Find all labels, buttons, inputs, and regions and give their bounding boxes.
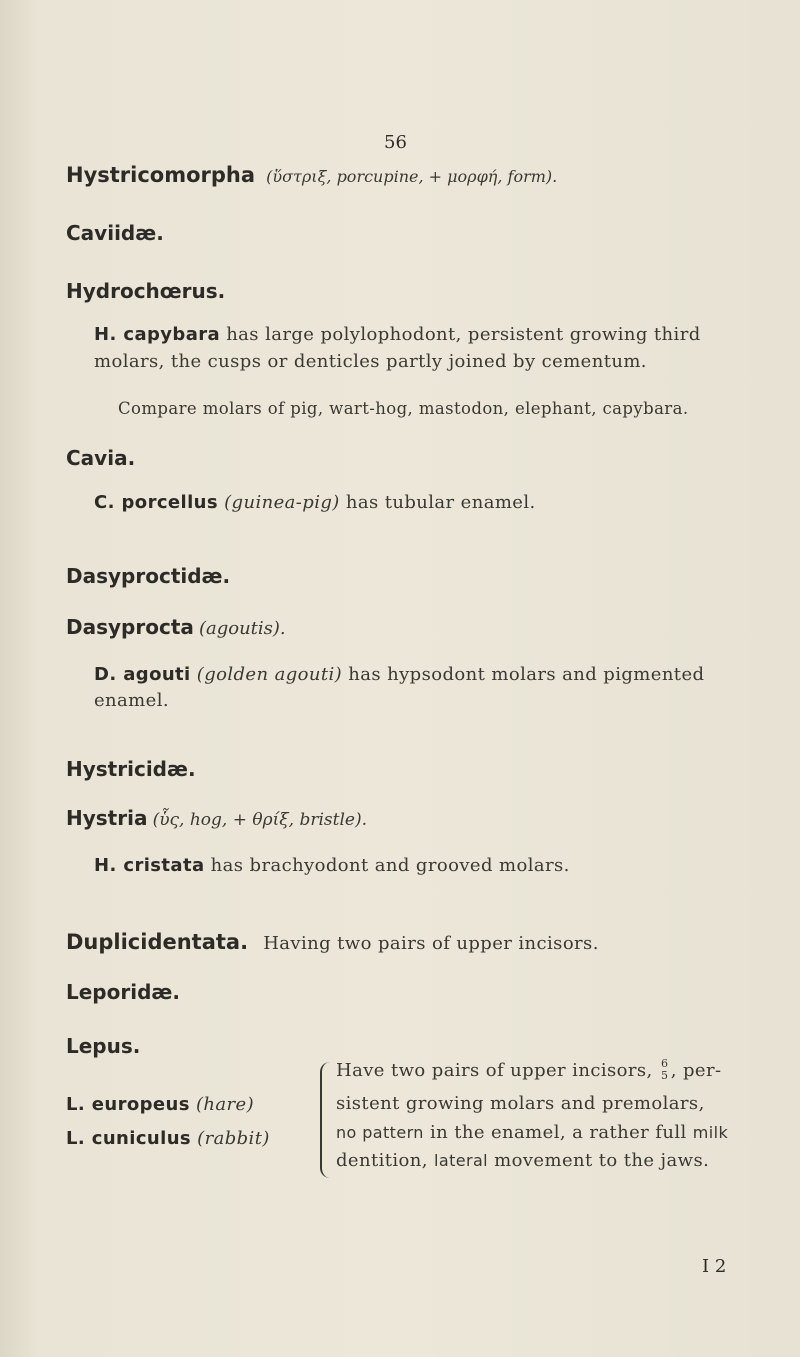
cristata-line	[94, 855, 570, 876]
family-heading-leporidae: Leporidæ.	[66, 980, 180, 1004]
species-name: D. agouti	[94, 664, 191, 685]
species-name: H. cristata	[94, 855, 205, 876]
description: has tubular enamel.	[345, 492, 536, 513]
genus-heading-hystria	[66, 806, 367, 830]
common-name: (guinea-pig)	[224, 492, 340, 513]
genus-heading-cavia: Cavia.	[66, 446, 136, 470]
compare-note: Compare molars of pig, wart-hog, mastodon, elephant, capybara.	[118, 399, 689, 418]
description: has hypsodont molars and pigmented	[348, 664, 705, 685]
desc-part: milk	[692, 1123, 729, 1142]
species-name: C. porcellus	[94, 492, 218, 513]
suborder-name: Duplicidentata.	[66, 930, 249, 954]
order-etymology: (ὕστριξ, porcupine, + μορφή, form).	[266, 167, 558, 186]
brace	[320, 1062, 332, 1178]
porcellus-line	[94, 492, 536, 513]
fraction	[659, 1057, 671, 1082]
desc-text: Have two pairs of upper incisors,	[336, 1060, 653, 1081]
common-name: (agoutis).	[198, 618, 286, 639]
description: has large polylophodont, persistent growing third	[226, 324, 701, 345]
europeus-line	[66, 1094, 254, 1115]
lepus-desc-line-3	[336, 1122, 728, 1143]
order-heading	[66, 163, 557, 187]
desc-part: lateral	[434, 1151, 489, 1170]
desc-part: in the enamel, a rather full	[429, 1122, 687, 1143]
lepus-desc-line-1	[336, 1057, 722, 1082]
capybara-line-1	[94, 324, 701, 345]
agouti-line-2: enamel.	[94, 690, 169, 711]
lepus-desc-line-2: sistent growing molars and premolars,	[336, 1093, 705, 1114]
suborder-description: Having two pairs of upper incisors.	[263, 933, 599, 954]
page-number: 56	[384, 132, 407, 153]
family-heading-dasyproctidae: Dasyproctidæ.	[66, 564, 231, 588]
genus-heading-dasyprocta	[66, 615, 286, 639]
genus-heading-lepus: Lepus.	[66, 1034, 141, 1058]
desc-part: dentition,	[336, 1150, 428, 1171]
fraction-numerator: 6	[661, 1057, 669, 1070]
genus-name: Hystria	[66, 806, 148, 830]
cuniculus-line	[66, 1128, 270, 1149]
etymology: (ὗς, hog, + θρίξ, bristle).	[152, 810, 367, 830]
genus-name: Dasyprocta	[66, 615, 194, 639]
species-name: L. europeus	[66, 1094, 190, 1115]
desc-text-end: , per-	[670, 1060, 722, 1081]
genus-heading-hydrochoerus: Hydrochœrus.	[66, 279, 226, 303]
lepus-desc-line-4	[336, 1150, 709, 1171]
order-name: Hystricomorpha	[66, 163, 256, 187]
desc-part: movement to the jaws.	[494, 1150, 710, 1171]
common-name: (golden agouti)	[196, 664, 343, 685]
common-name: (rabbit)	[197, 1128, 270, 1149]
signature-mark: I 2	[702, 1256, 727, 1277]
suborder-heading	[66, 930, 599, 954]
family-heading-caviidae: Caviidæ.	[66, 221, 164, 245]
species-name: H. capybara	[94, 324, 221, 345]
family-heading-hystricidae: Hystricidæ.	[66, 757, 196, 781]
common-name: (hare)	[196, 1094, 255, 1115]
desc-part: no pattern	[336, 1123, 424, 1142]
capybara-line-2: molars, the cusps or denticles partly joined by cementum.	[94, 351, 647, 372]
species-name: L. cuniculus	[66, 1128, 192, 1149]
agouti-line-1	[94, 664, 704, 685]
fraction-denominator: 5	[661, 1069, 669, 1082]
description: has brachyodont and grooved molars.	[210, 855, 570, 876]
